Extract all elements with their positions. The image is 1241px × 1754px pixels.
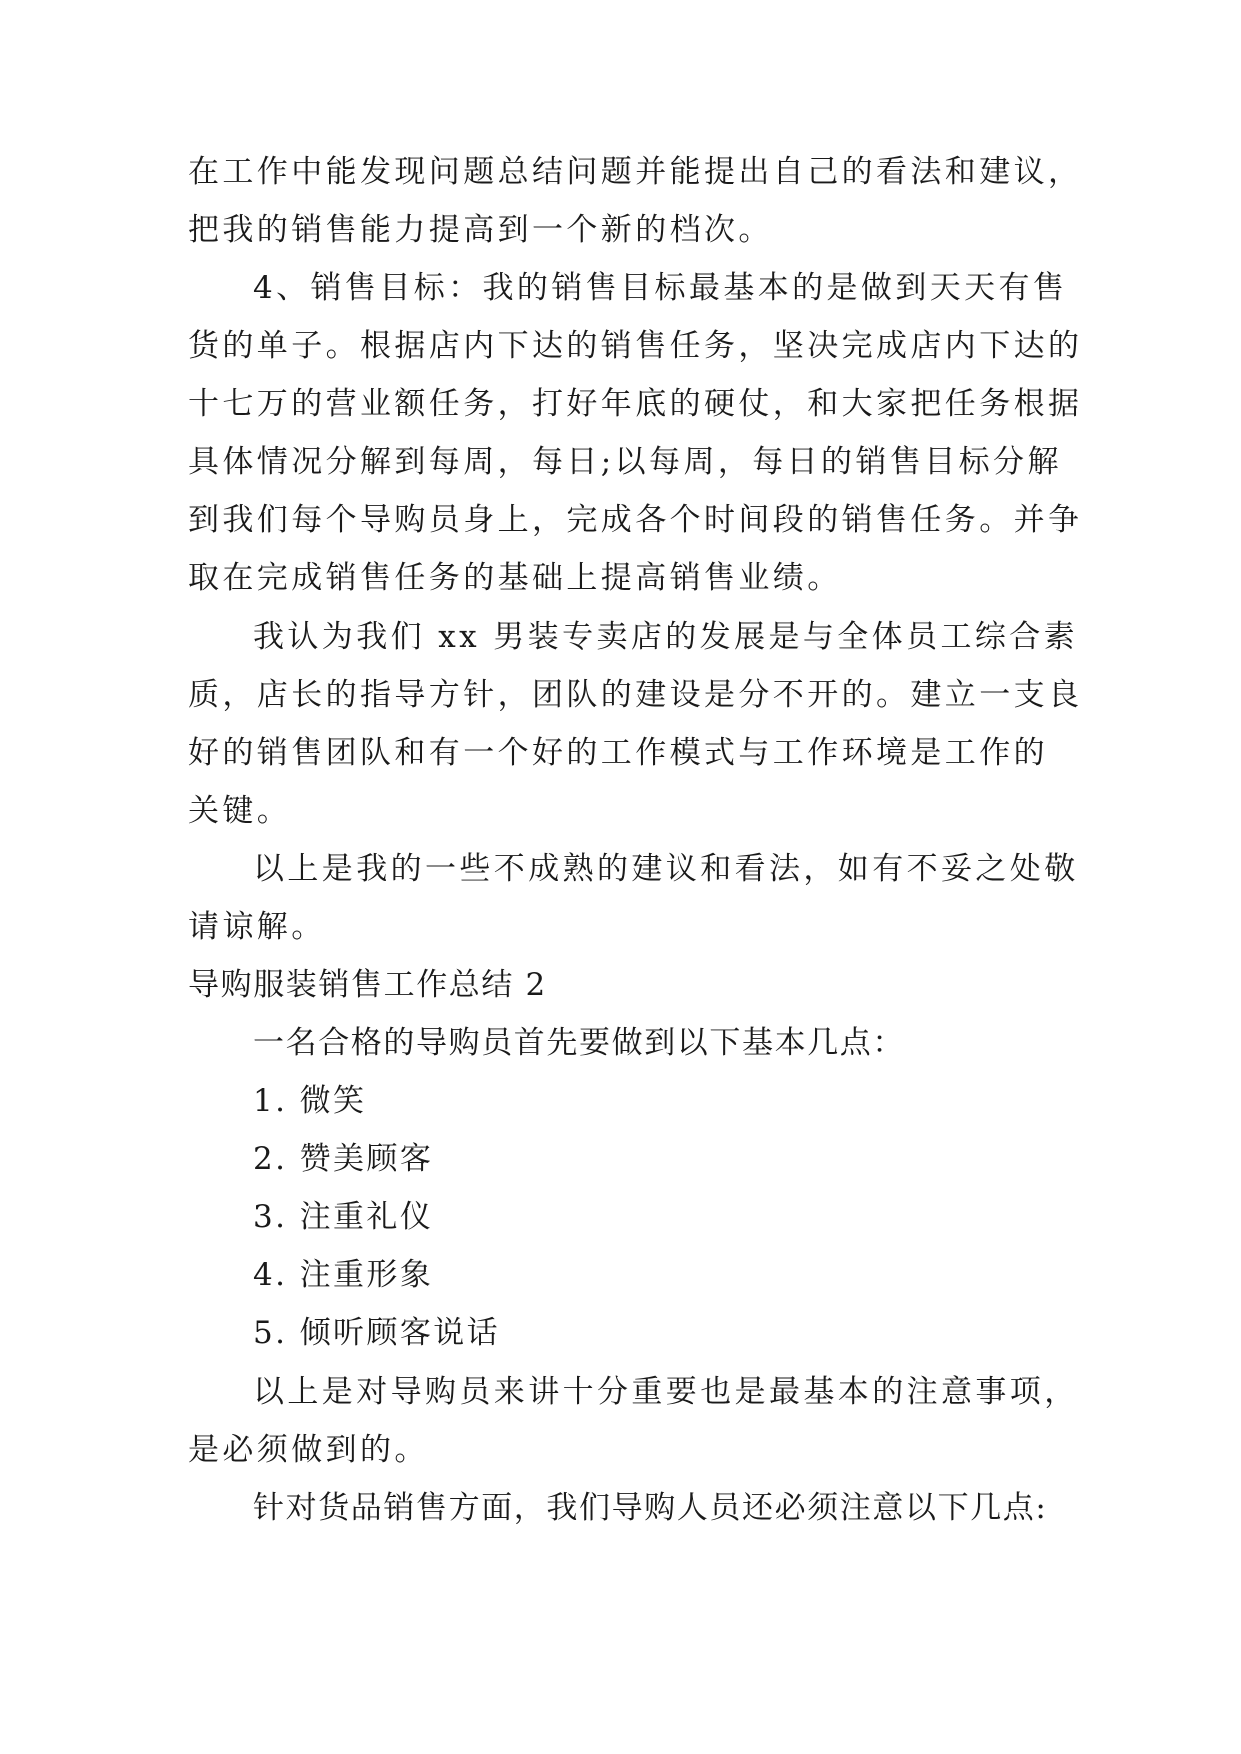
list-item: 3. 注重礼仪 — [253, 1199, 434, 1235]
paragraph-line: 以上是对导购员来讲十分重要也是最基本的注意事项， — [253, 1374, 1079, 1410]
list-item: 1. 微笑 — [253, 1083, 367, 1119]
paragraph-line: 十七万的营业额任务，打好年底的硬仗，和大家把任务根据 — [188, 386, 1083, 422]
paragraph-line: 针对货品销售方面，我们导购人员还必须注意以下几点: — [253, 1490, 1048, 1526]
paragraph-line: 把我的销售能力提高到一个新的档次。 — [188, 212, 773, 248]
list-item: 5. 倾听顾客说话 — [253, 1315, 501, 1351]
paragraph-line: 关键。 — [188, 793, 292, 829]
paragraph-line: 在工作中能发现问题总结问题并能提出自己的看法和建议， — [188, 154, 1083, 190]
paragraph-line: 4、销售目标：我的销售目标最基本的是做到天天有售 — [253, 270, 1068, 306]
paragraph-line: 一名合格的导购员首先要做到以下基本几点： — [253, 1025, 905, 1061]
paragraph-line: 是必须做到的。 — [188, 1432, 429, 1468]
paragraph-line: 我认为我们 xx 男装专卖店的发展是与全体员工综合素 — [253, 619, 1079, 655]
paragraph-line: 具体情况分解到每周，每日;以每周，每日的销售目标分解 — [188, 444, 1062, 480]
list-item: 2. 赞美顾客 — [253, 1141, 434, 1177]
paragraph-line: 质，店长的指导方针，团队的建设是分不开的。建立一支良 — [188, 677, 1083, 713]
paragraph-line: 以上是我的一些不成熟的建议和看法，如有不妥之处敬 — [253, 851, 1079, 887]
section-heading: 导购服装销售工作总结 2 — [188, 967, 547, 1003]
paragraph-line: 好的销售团队和有一个好的工作模式与工作环境是工作的 — [188, 735, 1048, 771]
paragraph-line: 请谅解。 — [188, 909, 326, 945]
list-item: 4. 注重形象 — [253, 1257, 434, 1293]
paragraph-line: 取在完成销售任务的基础上提高销售业绩。 — [188, 560, 842, 596]
paragraph-line: 货的单子。根据店内下达的销售任务，坚决完成店内下达的 — [188, 328, 1083, 364]
paragraph-line: 到我们每个导购员身上，完成各个时间段的销售任务。并争 — [188, 502, 1083, 538]
